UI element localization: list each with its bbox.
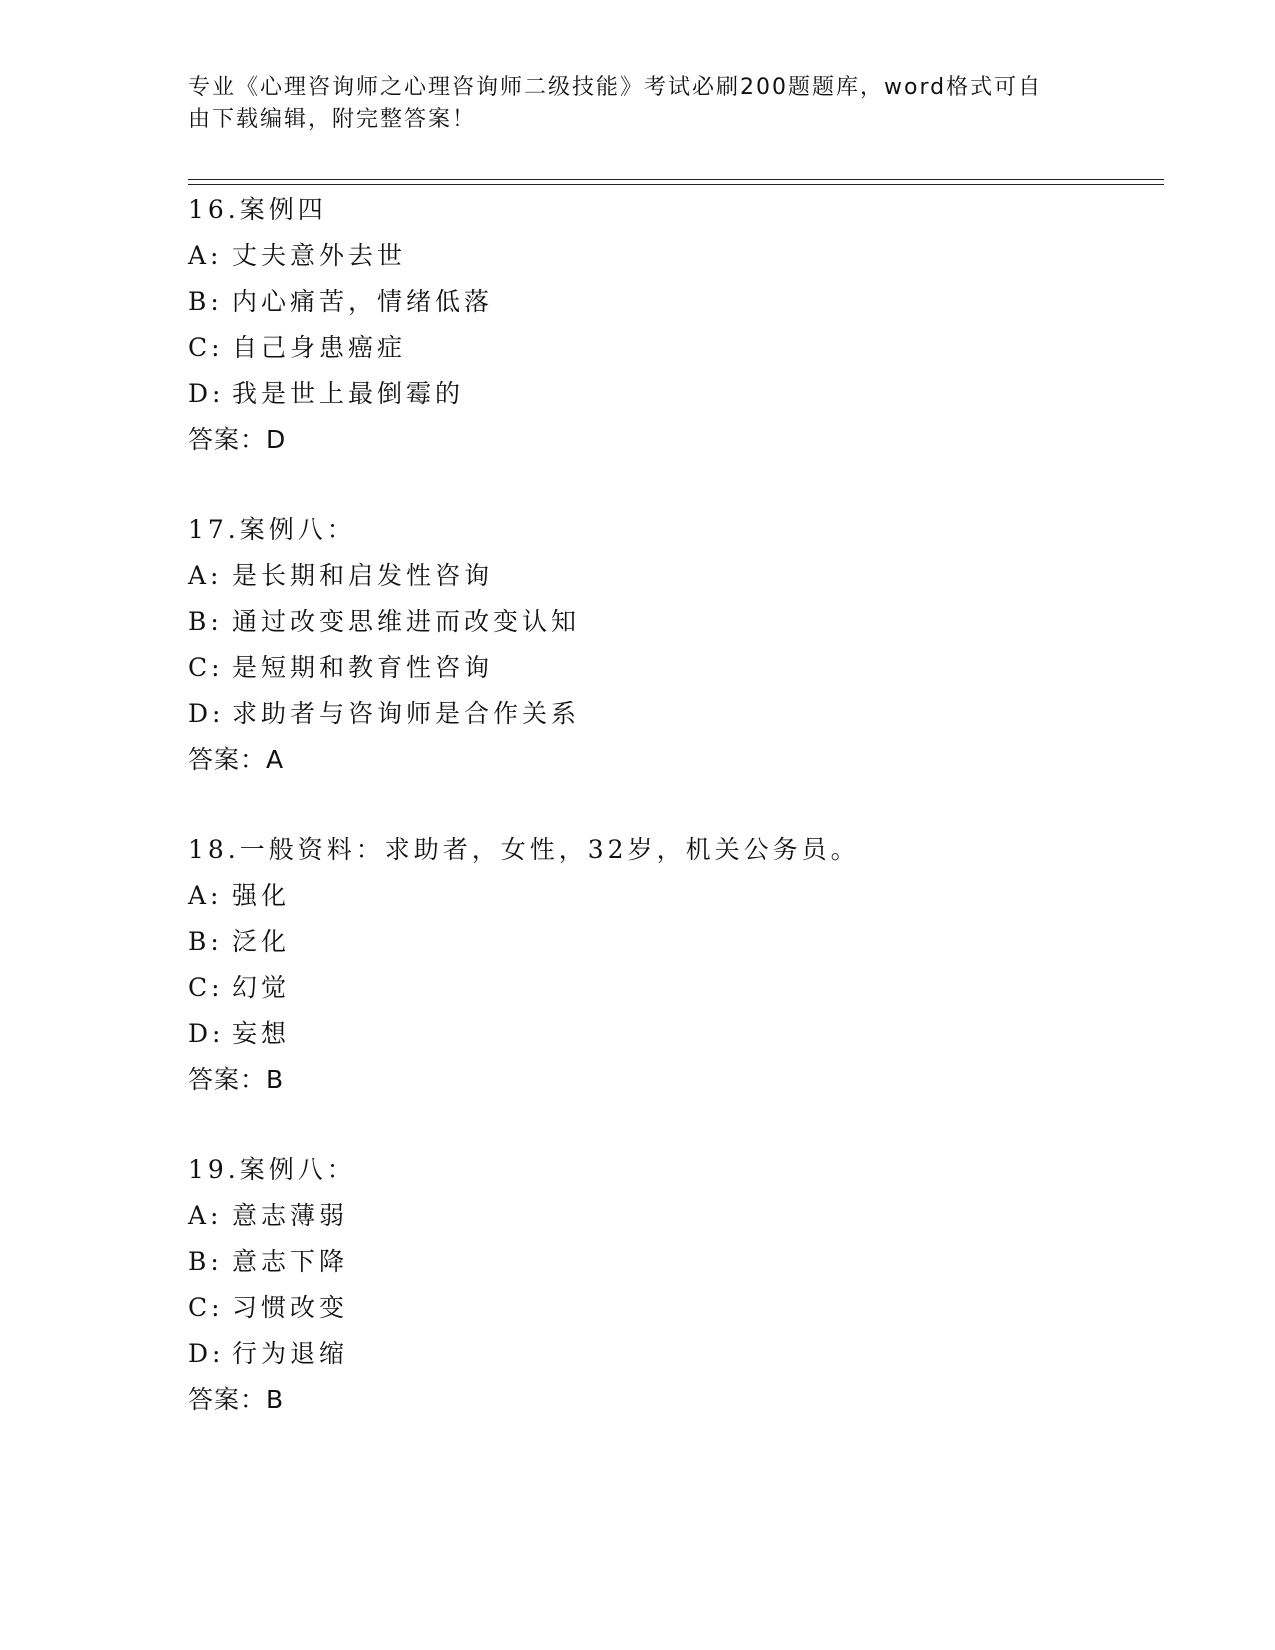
option-c — [188, 645, 1148, 691]
option-text: 通过改变思维进而改变认知 — [232, 607, 581, 636]
option-letter: B: — [188, 607, 223, 636]
option-text: 强化 — [232, 881, 291, 910]
option-text: 妄想 — [232, 1019, 291, 1048]
option-d — [188, 1011, 1148, 1057]
question-16 — [188, 187, 1148, 463]
option-a — [188, 873, 1148, 919]
option-b — [188, 599, 1148, 645]
option-text: 自己身患癌症 — [232, 333, 407, 362]
option-letter: A: — [188, 881, 223, 910]
question-stem: 16.案例四 — [188, 195, 327, 224]
option-text: 行为退缩 — [232, 1339, 349, 1368]
option-letter: C: — [188, 973, 224, 1002]
option-c — [188, 1285, 1148, 1331]
option-letter: C: — [188, 333, 224, 362]
option-text: 意志下降 — [232, 1247, 349, 1276]
option-text: 是短期和教育性咨询 — [232, 653, 494, 682]
header-rule-bottom — [188, 184, 1164, 185]
answer: 答案：A — [188, 745, 285, 774]
option-letter: A: — [188, 241, 223, 270]
option-d — [188, 371, 1148, 417]
option-letter: A: — [188, 561, 223, 590]
option-text: 是长期和启发性咨询 — [232, 561, 494, 590]
option-d — [188, 691, 1148, 737]
option-letter: C: — [188, 653, 224, 682]
header-line-1: 专业《心理咨询师之心理咨询师二级技能》考试必刷200题题库，word格式可自 — [188, 75, 1043, 100]
option-a — [188, 553, 1148, 599]
question-19 — [188, 1147, 1148, 1423]
document-header — [188, 72, 1088, 136]
option-letter: D: — [188, 379, 225, 408]
header-rule-top — [188, 179, 1164, 180]
option-text: 意志薄弱 — [232, 1201, 349, 1230]
question-stem: 17.案例八： — [188, 515, 356, 544]
option-letter: C: — [188, 1293, 224, 1322]
option-text: 丈夫意外去世 — [232, 241, 407, 270]
question-stem: 18.一般资料：求助者，女性，32岁，机关公务员。 — [188, 835, 860, 864]
option-text: 习惯改变 — [232, 1293, 349, 1322]
answer: 答案：B — [188, 1065, 285, 1094]
option-letter: D: — [188, 699, 225, 728]
option-text: 我是世上最倒霉的 — [232, 379, 465, 408]
option-d — [188, 1331, 1148, 1377]
header-line-2: 由下载编辑，附完整答案！ — [188, 107, 477, 132]
option-b — [188, 919, 1148, 965]
option-a — [188, 1193, 1148, 1239]
option-letter: B: — [188, 927, 223, 956]
answer: 答案：D — [188, 425, 287, 454]
option-letter: B: — [188, 287, 223, 316]
question-stem: 19.案例八： — [188, 1155, 356, 1184]
question-17 — [188, 507, 1148, 783]
option-text: 内心痛苦，情绪低落 — [232, 287, 494, 316]
option-c — [188, 965, 1148, 1011]
option-letter: B: — [188, 1247, 223, 1276]
option-b — [188, 1239, 1148, 1285]
option-text: 泛化 — [232, 927, 291, 956]
option-letter: A: — [188, 1201, 223, 1230]
option-c — [188, 325, 1148, 371]
answer: 答案：B — [188, 1385, 285, 1414]
option-b — [188, 279, 1148, 325]
option-letter: D: — [188, 1339, 225, 1368]
option-letter: D: — [188, 1019, 225, 1048]
option-text: 幻觉 — [232, 973, 291, 1002]
option-text: 求助者与咨询师是合作关系 — [232, 699, 581, 728]
option-a — [188, 233, 1148, 279]
question-18 — [188, 827, 1148, 1103]
